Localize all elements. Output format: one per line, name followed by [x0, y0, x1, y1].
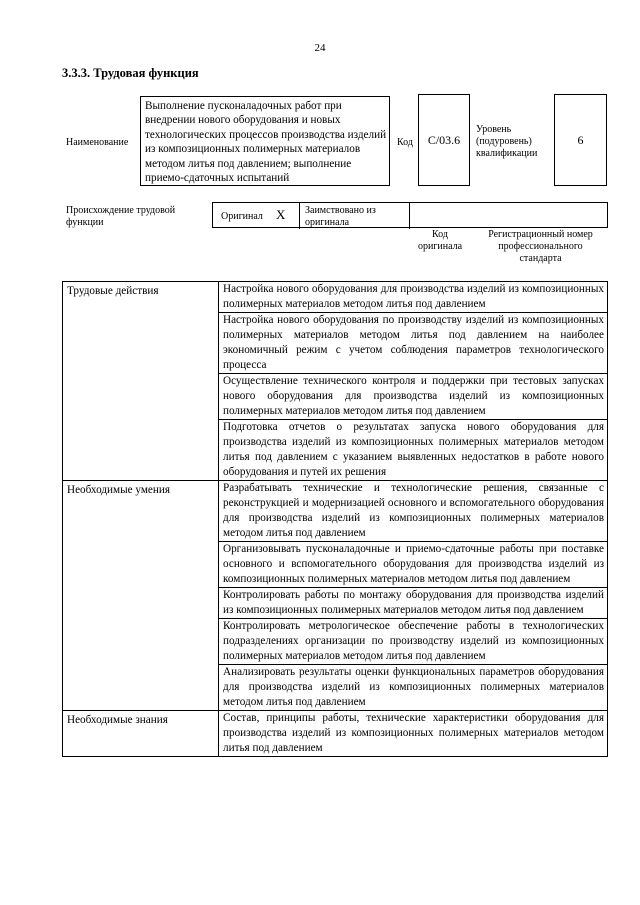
- name-label: Наименование: [66, 137, 129, 148]
- table-row: [63, 711, 608, 757]
- origin-label: Происхождение трудовой функции: [66, 205, 176, 228]
- code-value: C/03.6: [427, 132, 461, 147]
- function-name-box: Выполнение пусконаладочных работ при внедрении нового оборудования и новых технологических процессов производства изделий из композиционных полимерных материалов методом литья под давлением; выполнение приемо-сдаточных испытаний: [140, 96, 390, 186]
- code-original-caption: Код оригинала: [417, 229, 463, 252]
- section-item: Осуществление технического контроля и поддержки при тестовых запусках нового оборудования для производства изделий из композиционных полимерных материалов методом литья под давлением: [219, 374, 608, 420]
- original-mark: X: [276, 207, 286, 222]
- section-item: Настройка нового оборудования по производству изделий из композиционных полимерных материалов методом литья под давлением на наиболее экономичный режим с учетом соблюдения параметров технологического процесса: [219, 313, 608, 374]
- section-item: Разрабатывать технические и технологические решения, связанные с реконструкцией и модернизацией основного и вспомогательного оборудования для производства изделий из композиционных полимерных материалов методом литья под давлением: [219, 481, 608, 542]
- section-item: Организовывать пусконаладочные и приемо-сдаточные работы при поставке основного и вспомогательного оборудования для производства изделий из композиционных полимерных материалов методом литья под давлением: [219, 542, 608, 588]
- function-table: [62, 281, 608, 757]
- origin-row: [212, 202, 608, 228]
- function-table-wrap: [62, 281, 608, 757]
- table-row: [63, 481, 608, 542]
- table-row: [63, 282, 608, 313]
- level-value: 6: [577, 132, 584, 147]
- section-item: Контролировать метрологическое обеспечение работы в технологических подразделениях организации по производству изделий из композиционных полимерных материалов методом литья под давлением: [219, 619, 608, 665]
- section-title-cell: Необходимые знания: [63, 711, 219, 757]
- section-title: 3.3.3. Трудовая функция: [62, 66, 199, 80]
- code-box: [418, 94, 470, 186]
- section-item: Подготовка отчетов о результатах запуска нового оборудования для производства изделий из композиционных полимерных материалов методом литья под давлением с указанием выявленных недостатков в работе нового оборудования и путей их решения: [219, 420, 608, 481]
- section-title-cell: Необходимые умения: [63, 481, 219, 711]
- function-table-body: [63, 282, 608, 757]
- original-label: Оригинал: [221, 211, 263, 222]
- section-item: Контролировать работы по монтажу оборудования для производства изделий из композиционных полимерных материалов методом литья под давлением: [219, 588, 608, 619]
- page-number: 24: [314, 42, 326, 54]
- section-item: Настройка нового оборудования для производства изделий из композиционных полимерных материалов методом литья под давлением: [219, 282, 608, 313]
- section-title-cell: Трудовые действия: [63, 282, 219, 481]
- level-box: [554, 94, 607, 186]
- code-label: Код: [397, 137, 413, 148]
- borrowed-label: Заимствовано из оригинала: [305, 205, 376, 228]
- code-original-cell: [409, 203, 609, 229]
- section-item: Анализировать результаты оценки функциональных параметров оборудования для производства изделий из композиционных полимерных материалов методом литья под давлением: [219, 665, 608, 711]
- section-item: Состав, принципы работы, технические характеристики оборудования для производства изделий из композиционных полимерных материалов методом литья под давлением: [219, 711, 608, 757]
- level-label: Уровень (подуровень) квалификации: [476, 124, 538, 159]
- reg-number-caption: Регистрационный номер профессионального стандарта: [488, 229, 593, 264]
